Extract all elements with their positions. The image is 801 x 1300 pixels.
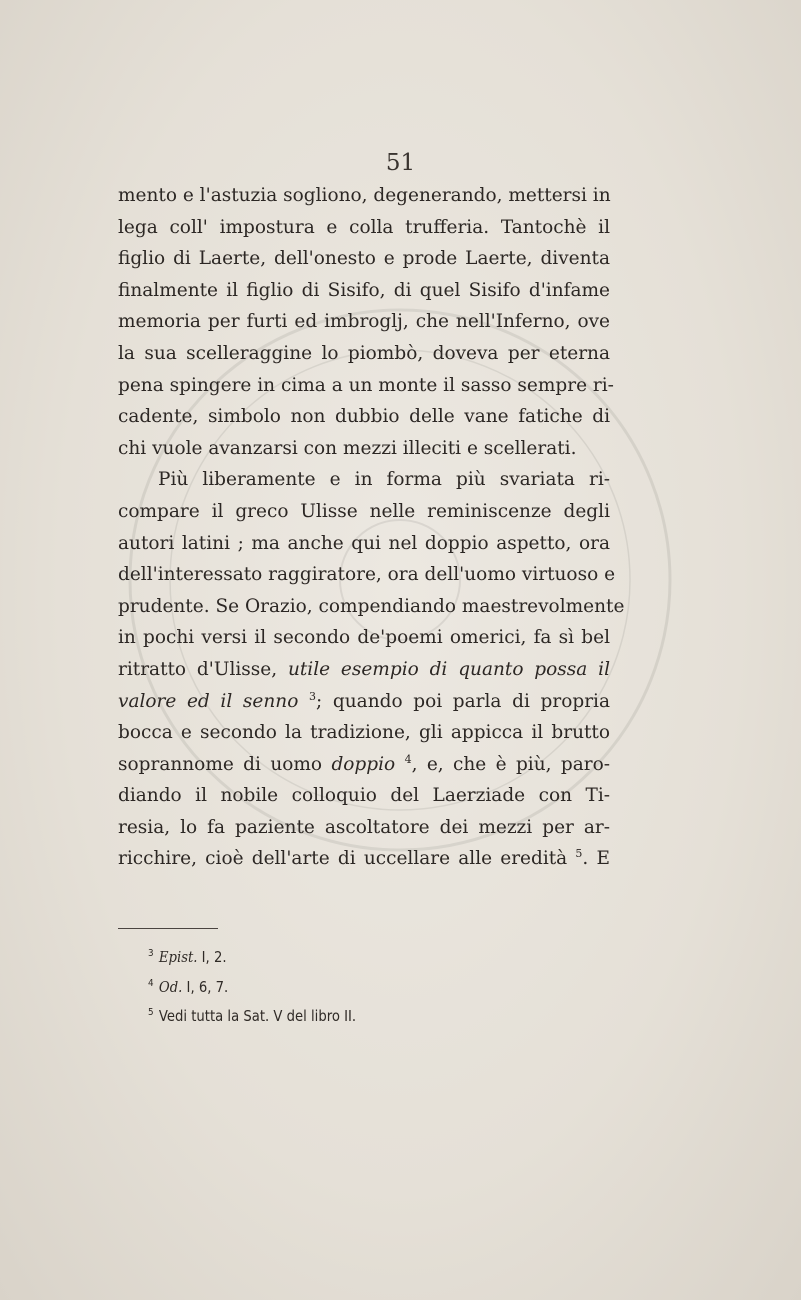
text-run: ricchire, cioè dell'arte di uccellare alle eredità xyxy=(118,848,576,870)
footnote-source: Od. xyxy=(158,977,183,996)
footnote-source: Epist. xyxy=(158,948,198,966)
footnote-4 xyxy=(148,971,356,1001)
text-line xyxy=(118,654,610,686)
footnotes xyxy=(148,941,356,1030)
text-line: mento e l'astuzia sogliono, degenerando, mettersi in xyxy=(118,185,611,206)
text-run: ; quando poi parla di propria xyxy=(316,690,610,712)
text-line xyxy=(118,686,610,718)
footnote-text: I, 6, 7. xyxy=(182,977,229,996)
italic-quote: utile esempio di quanto possa il xyxy=(287,658,610,680)
text-run: ritratto d'Ulisse, xyxy=(118,658,288,680)
footnote-3 xyxy=(148,941,356,971)
footnote-text: Vedi tutta la Sat. V del libro II. xyxy=(158,1007,357,1025)
footnote-number: 4 xyxy=(148,977,154,989)
text-line: diando il nobile colloquio del Laerziade con Ti- xyxy=(118,785,610,807)
text-run: . E xyxy=(582,848,610,870)
footnote-separator xyxy=(118,928,218,929)
body-text xyxy=(118,180,625,875)
footnote-ref-4[interactable]: 4 xyxy=(404,752,412,766)
text-run: , e, che è più, paro- xyxy=(411,753,610,775)
text-run: soprannome di uomo xyxy=(118,753,332,775)
text-line: bocca e secondo la tradizione, gli appicca il brutto xyxy=(118,722,610,744)
page-number: 51 xyxy=(385,150,416,176)
text-line: pena spingere in cima a un monte il sasso sempre ri- xyxy=(118,374,614,396)
text-line: figlio di Laerte, dell'onesto e prode Laerte, diventa xyxy=(118,248,610,270)
footnote-ref-5[interactable]: 5 xyxy=(575,847,583,861)
text-line: prudente. Se Orazio, compendiando maestrevolmente xyxy=(118,595,625,617)
footnote-ref-3[interactable]: 3 xyxy=(309,689,317,703)
footnote-number: 5 xyxy=(148,1007,154,1018)
italic-word: doppio xyxy=(331,753,396,775)
text-line: lega coll' impostura e colla trufferia. Tantochè il xyxy=(118,216,610,238)
text-line: Più liberamente e in forma più svariata ri- xyxy=(158,469,610,491)
text-line xyxy=(118,843,610,875)
text-line: memoria per furti ed imbroglj, che nell'Inferno, ove xyxy=(118,311,610,333)
text-line: la sua scelleraggine lo piombò, doveva per eterna xyxy=(118,342,610,364)
text-line: chi vuole avanzarsi con mezzi illeciti e scellerati. xyxy=(118,437,577,459)
text-line: compare il greco Ulisse nelle reminiscenze degli xyxy=(118,500,610,522)
text-line: dell'interessato raggiratore, ora dell'uomo virtuoso e xyxy=(118,564,616,586)
text-line: autori latini ; ma anche qui nel doppio aspetto, ora xyxy=(118,532,610,554)
footnote-number: 3 xyxy=(148,948,154,959)
footnote-5 xyxy=(148,1000,356,1030)
footnote-text: I, 2. xyxy=(197,948,227,966)
text-line: cadente, simbolo non dubbio delle vane fatiche di xyxy=(118,406,610,428)
text-line: resia, lo fa paziente ascoltatore dei mezzi per ar- xyxy=(118,816,610,838)
text-line: in pochi versi il secondo de'poemi omerici, fa sì bel xyxy=(118,627,610,649)
text-line xyxy=(118,749,610,781)
text-line: finalmente il figlio di Sisifo, di quel Sisifo d'infame xyxy=(118,279,610,301)
italic-quote: valore ed il senno xyxy=(118,690,299,712)
